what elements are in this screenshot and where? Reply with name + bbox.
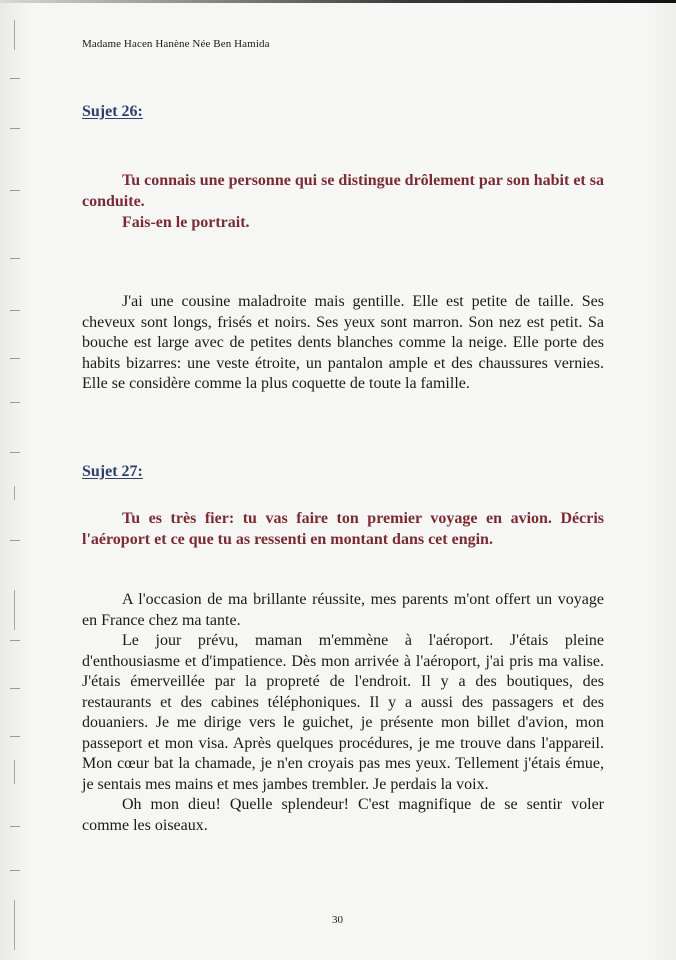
sujet-26-answer-paragraph: J'ai une cousine maladroite mais gentille. Elle est petite de taille. Ses cheveux sont longs, frisés et noirs. Ses yeux sont marron. Son nez est petit. Sa bouche est large avec de petites dents blanches comme la neige. Elle porte des habits bizarres: une veste étroite, un pantalon ample et des chaussures vernies. Elle se considère comme la plus coquette de toute la famille.: [82, 293, 604, 392]
sujet-26-prompt-line2: Fais-en le portrait.: [122, 214, 250, 231]
page-number: 30: [332, 914, 343, 926]
sujet-27-answer: [82, 590, 604, 836]
sujet-27-prompt-text: Tu es très fier: tu vas faire ton premier voyage en avion. Décris l'aéroport et ce que tu as ressenti en montant dans cet engin.: [82, 510, 604, 548]
sujet-26-prompt-line1: Tu connais une personne qui se distingue drôlement par son habit et sa conduite.: [82, 172, 604, 210]
sujet-27-paragraph-1: A l'occasion de ma brillante réussite, mes parents m'ont offert un voyage en France chez ma tante.: [82, 591, 604, 629]
sujet-27-paragraph-2: Le jour prévu, maman m'emmène à l'aéroport. J'étais pleine d'enthousiasme et d'impatience. Dès mon arrivée à l'aéroport, j'ai pris ma valise. J'étais émerveillée par la propreté de l'endroit. Il y a des boutiques, des restaurants et des cabines téléphoniques. Il y a aussi des passagers et des douaniers. Je me dirige vers le guichet, je présente mon billet d'avion, mon passeport et mon visa. Après quelques procédures, je me trouve dans l'appareil. Mon cœur bat la chamade, je n'en croyais pas mes yeux. Tellement j'étais émue, je sentais mes mains et mes jambes trembler. Je perdais la voix.: [82, 632, 604, 793]
sujet-26-prompt: [82, 170, 604, 233]
sujet-27-paragraph-3: Oh mon dieu! Quelle splendeur! C'est magnifique de se sentir voler comme les oiseaux.: [82, 796, 604, 834]
sujet-27-prompt: [82, 508, 604, 550]
sujet-27-title: Sujet 27:: [82, 463, 143, 480]
binder-margin-marks: [6, 0, 26, 960]
author-header: Madame Hacen Hanène Née Ben Hamida: [82, 38, 270, 50]
page-top-edge: [0, 0, 676, 3]
sujet-26-title: Sujet 26:: [82, 103, 143, 120]
sujet-26-answer: [82, 292, 604, 395]
